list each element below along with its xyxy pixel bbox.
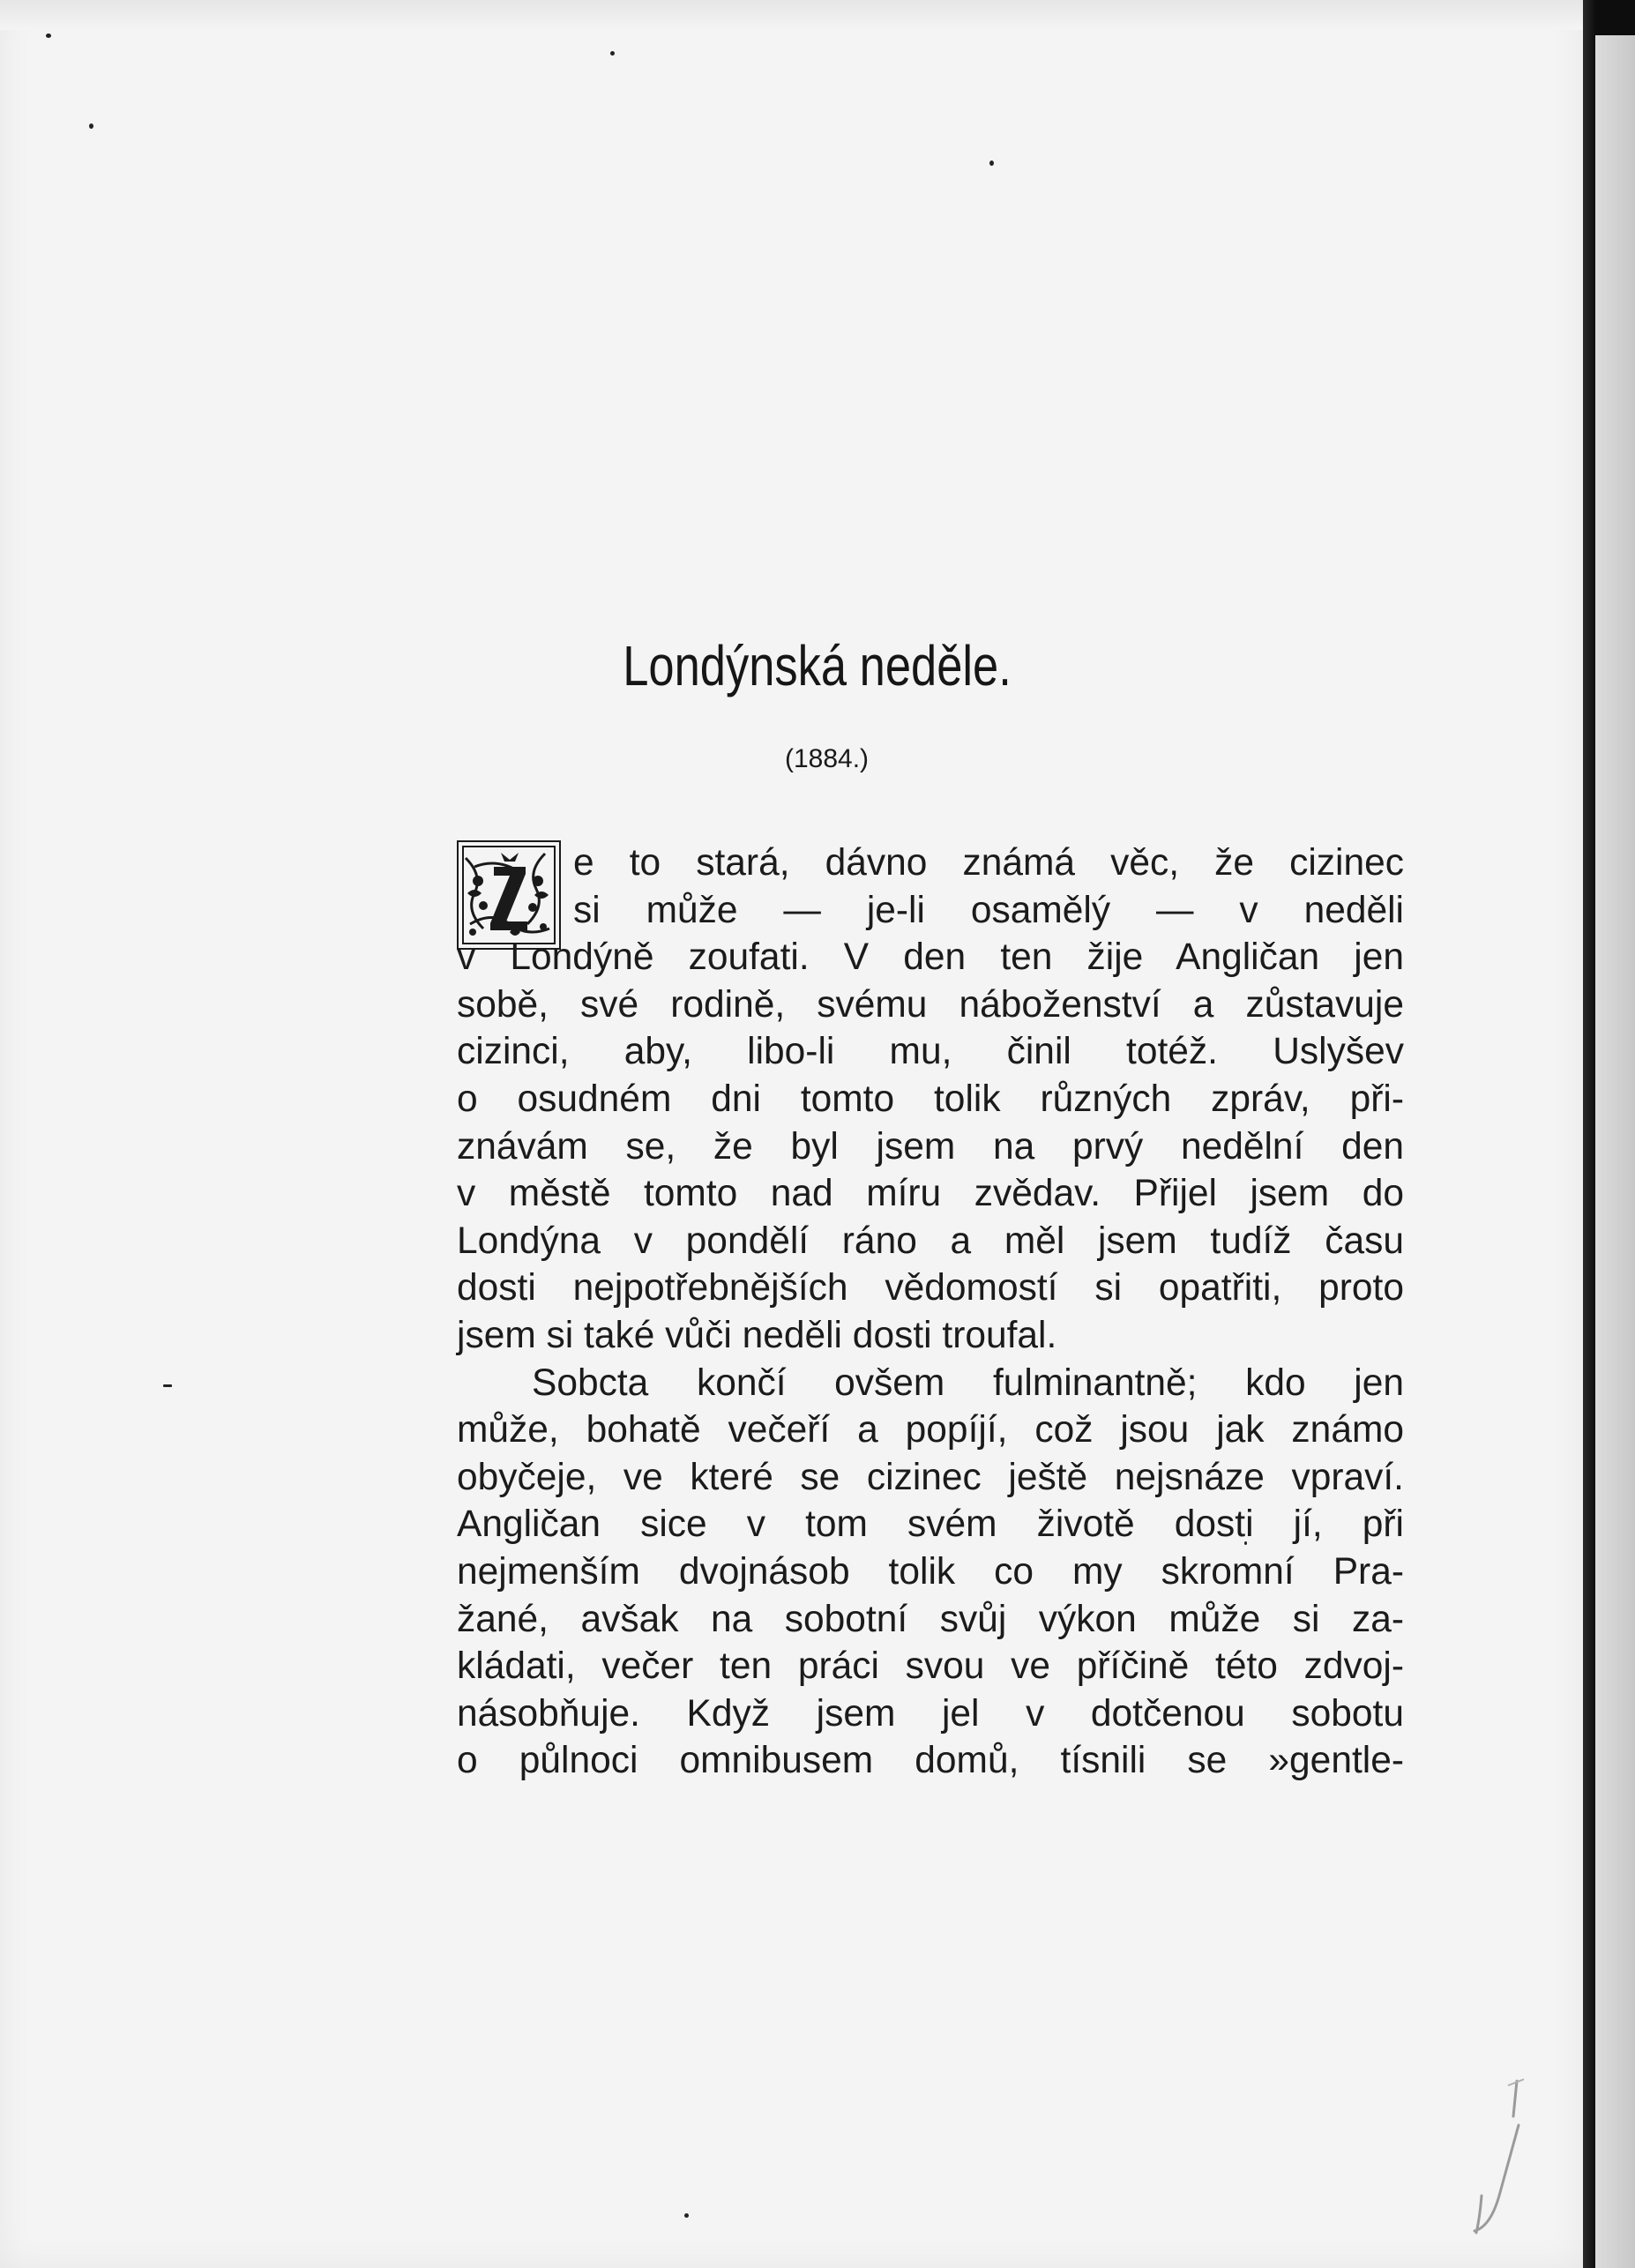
text-line: může, bohatě večeří a popíjí, což jsou jak známo (457, 1409, 1404, 1451)
text-line: jsem si také vůči neděli dosti troufal. (457, 1314, 1057, 1356)
page-gutter-edge (1583, 0, 1595, 2268)
scan-speck (989, 160, 994, 166)
scan-speck (89, 123, 93, 129)
text-line: Angličan sice v tom svém životě dosti jí, při (457, 1503, 1404, 1546)
text-line: o osudném dni tomto tolik různých zpráv, při- (457, 1078, 1404, 1120)
text-line: v Londýně zoufati. V den ten žije Angličan jen (457, 936, 1404, 979)
text-line: v městě tomto nad míru zvědav. Přijel jsem do (457, 1173, 1404, 1215)
scan-speck (684, 2213, 689, 2218)
text-line: e to stará, dávno známá věc, že cizinec (573, 842, 1404, 884)
text-line: kládati, večer ten práci svou ve příčině této zdvoj- (457, 1645, 1404, 1688)
text-line: dosti nejpotřebnějších vědomostí si opatřiti, proto (457, 1267, 1404, 1309)
text-line: si může — je-li osamělý — v neděli (573, 889, 1404, 931)
page-top-shadow (0, 0, 1583, 30)
pencil-mark-icon (1455, 2063, 1534, 2240)
scan-speck (46, 34, 51, 38)
text-line: znávám se, že byl jsem na prvý nedělní den (457, 1125, 1404, 1168)
chapter-year: (1884.) (784, 744, 870, 773)
text-line: cizinci, aby, libo-li mu, činil totéž. Uslyšev (457, 1031, 1404, 1073)
adjacent-page-edge (1595, 35, 1635, 2268)
text-line: Sobcta končí ovšem fulminantně; kdo jen (532, 1362, 1404, 1404)
text-line: násobňuje. Když jsem jel v dotčenou sobotu (457, 1692, 1404, 1735)
text-line: sobě, své rodině, svému náboženství a zůstavuje (457, 983, 1404, 1026)
scan-speck (163, 1384, 172, 1387)
scan-speck (610, 51, 615, 56)
body-text (457, 839, 1404, 1785)
text-line: Londýna v pondělí ráno a měl jsem tudíž času (457, 1220, 1404, 1262)
text-line: obyčeje, ve které se cizinec ještě nejsnáze vpraví. (457, 1456, 1404, 1498)
text-line: žané, avšak na sobotní svůj výkon může si za- (457, 1598, 1404, 1640)
text-line: nejmenším dvojnásob tolik co my skromní Pra- (457, 1550, 1404, 1593)
text-line: o půlnoci omnibusem domů, tísnili se »gentle- (457, 1740, 1404, 1782)
chapter-title: Londýnská neděle. (623, 634, 1012, 698)
